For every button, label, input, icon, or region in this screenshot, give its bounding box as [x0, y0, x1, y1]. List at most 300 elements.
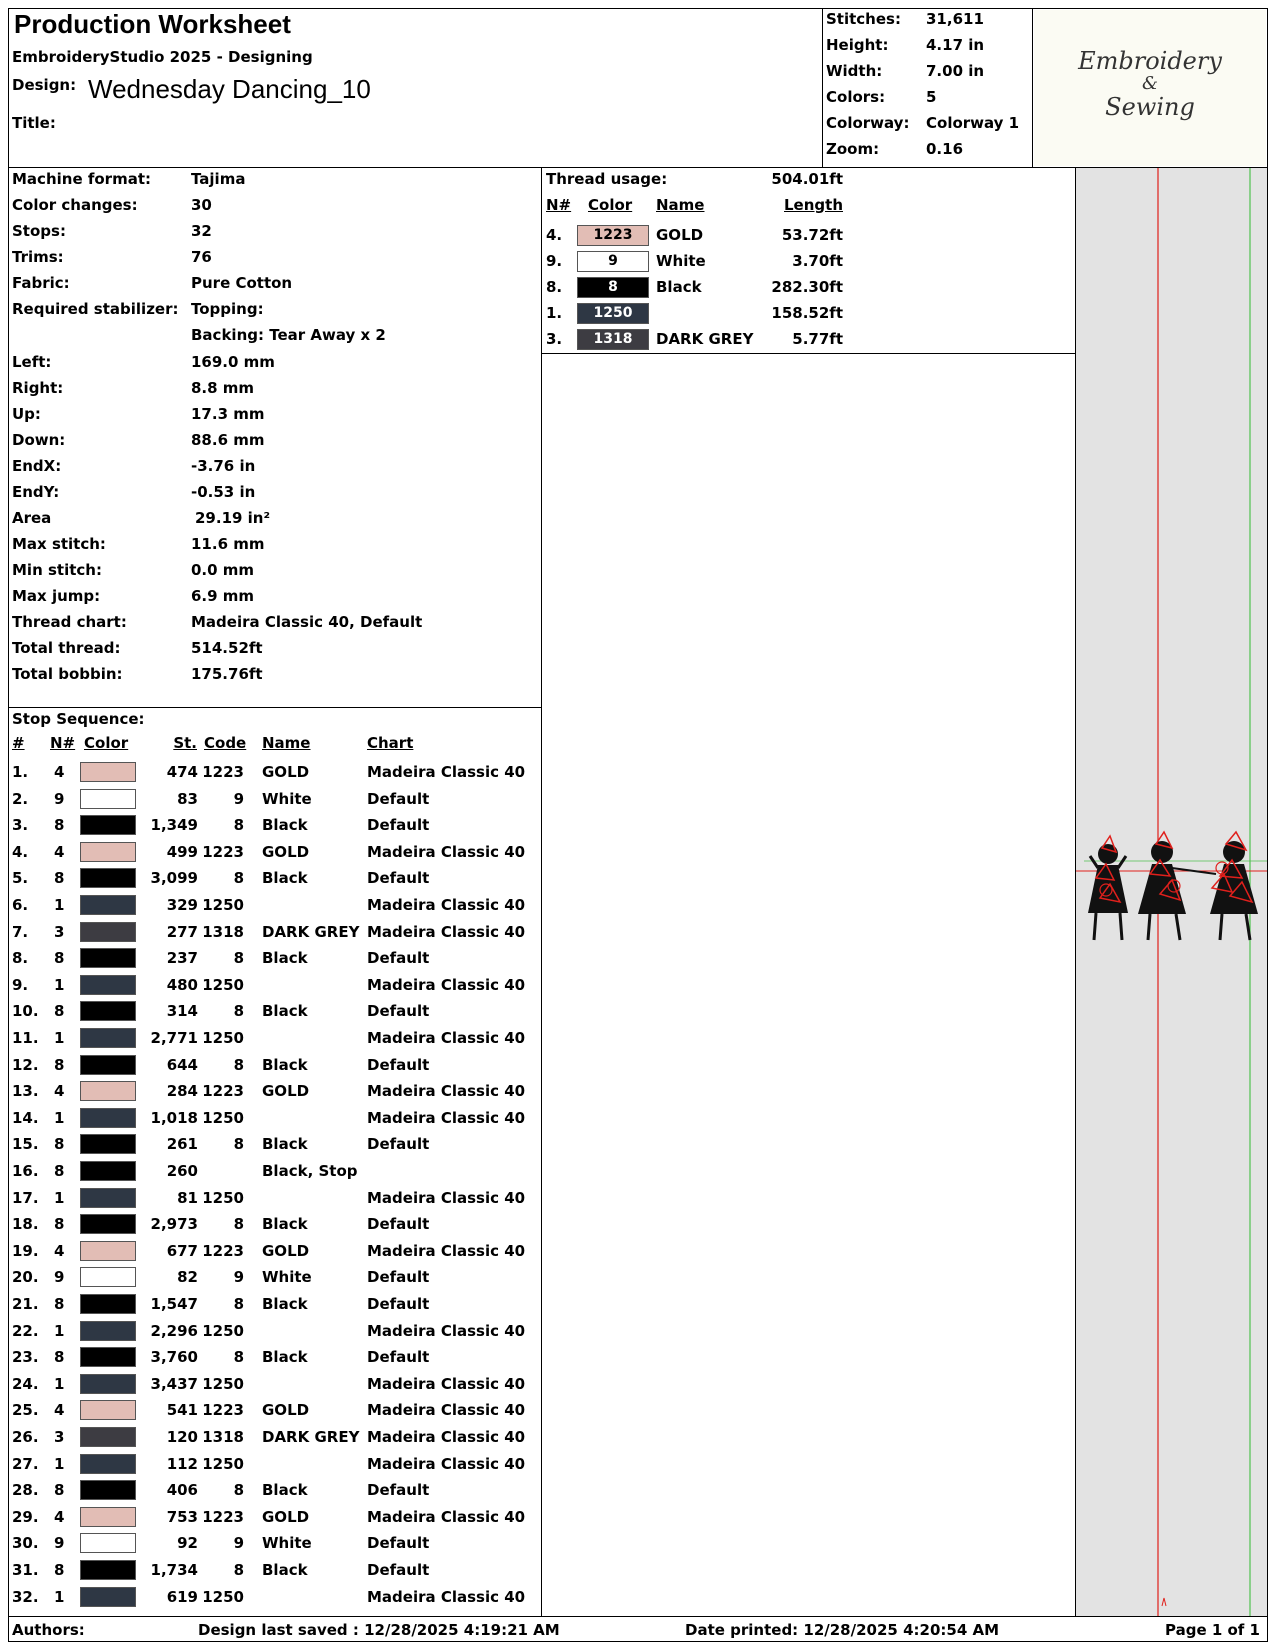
stop-row-name: White — [262, 789, 312, 808]
measure-value: Madeira Classic 40, Default — [191, 613, 423, 631]
measure-label: Min stitch: — [12, 561, 102, 579]
stop-row-chart: Default — [367, 1295, 430, 1313]
stop-color-swatch — [80, 1267, 136, 1287]
stop-row-code: 1223 — [202, 1241, 244, 1260]
stop-row-code: 8 — [233, 1295, 244, 1313]
stop-row-code: 1223 — [202, 1507, 244, 1526]
measure-label: Total thread: — [12, 639, 121, 657]
detail-label: Machine format: — [12, 170, 151, 188]
stop-color-swatch — [80, 922, 136, 942]
stop-row-idx: 23. — [12, 1348, 39, 1367]
stop-row-name: Black — [262, 816, 308, 835]
stop-row-name: Black — [262, 869, 308, 888]
stop-row-code: 8 — [233, 1481, 244, 1500]
stop-color-swatch — [80, 1507, 136, 1527]
stop-row-n: 8 — [54, 949, 65, 968]
stop-row-code: 8 — [233, 816, 244, 835]
stop-row-code: 8 — [233, 1215, 244, 1234]
stop-header-st: St. — [173, 734, 197, 752]
thread-header-n: N# — [546, 196, 572, 214]
stop-row-chart: Default — [367, 1135, 430, 1154]
logo-text: & — [1141, 73, 1159, 94]
stop-row-n: 8 — [54, 1481, 65, 1500]
stop-row-n: 1 — [54, 975, 65, 994]
stop-color-swatch — [80, 1294, 136, 1314]
thread-row-length: 158.52ft — [771, 304, 843, 322]
stop-header-name: Name — [262, 734, 311, 752]
detail-value: 30 — [191, 196, 212, 214]
stop-row-chart: Default — [367, 1055, 430, 1074]
stop-row-code: 1223 — [202, 763, 244, 781]
dancer-figure-1 — [1088, 836, 1128, 940]
stop-row — [12, 1211, 552, 1237]
stop-color-swatch — [80, 789, 136, 809]
stop-row-code: 1250 — [202, 1029, 244, 1047]
stop-row-idx: 20. — [12, 1268, 39, 1287]
stop-row-stitches: 474 — [166, 763, 198, 781]
thread-row — [546, 222, 1086, 248]
stop-row-n: 4 — [54, 1507, 65, 1526]
stop-row — [12, 919, 552, 945]
thread-row — [546, 326, 1086, 352]
summary-value: Colorway 1 — [926, 114, 1020, 132]
stop-row-code: 1318 — [202, 1428, 244, 1446]
stop-color-swatch — [80, 1214, 136, 1234]
stop-row-n: 8 — [54, 1295, 65, 1313]
detail-label: Stops: — [12, 222, 66, 240]
stop-color-swatch — [80, 1560, 136, 1580]
stop-row-idx: 1. — [12, 763, 29, 781]
section-rule — [8, 707, 542, 708]
stop-row-stitches: 499 — [166, 842, 198, 861]
stop-color-swatch — [80, 1081, 136, 1101]
measure-label: Right: — [12, 379, 64, 397]
stop-row-idx: 3. — [12, 816, 29, 835]
stop-row-n: 4 — [54, 842, 65, 861]
measure-label: EndY: — [12, 483, 60, 501]
stop-row-idx: 22. — [12, 1321, 39, 1340]
stop-row-stitches: 2,973 — [150, 1215, 198, 1234]
stop-row-stitches: 2,296 — [150, 1321, 198, 1340]
stop-row-name: GOLD — [262, 1082, 310, 1101]
summary-value: 31,611 — [926, 10, 984, 28]
stop-row — [12, 1158, 552, 1184]
measure-value: -0.53 in — [191, 483, 256, 501]
footer-page: Page 1 of 1 — [1165, 1621, 1260, 1639]
stop-row-n: 8 — [54, 1162, 65, 1180]
stop-row-chart: Madeira Classic 40 — [367, 1587, 526, 1606]
thread-usage-label: Thread usage: — [546, 170, 668, 188]
stop-row-chart: Default — [367, 1268, 430, 1287]
measure-value: 169.0 mm — [191, 353, 275, 371]
measure-value: 6.9 mm — [191, 587, 255, 605]
stop-row-idx: 5. — [12, 869, 29, 888]
header-divider — [822, 8, 823, 168]
thread-row-n: 9. — [546, 252, 563, 270]
thread-row — [546, 274, 1086, 300]
stop-row-n: 9 — [54, 789, 65, 808]
stop-row — [12, 839, 552, 865]
stop-row-name: Black — [262, 1002, 308, 1021]
stop-row-stitches: 619 — [166, 1587, 198, 1606]
stop-row-n: 8 — [54, 1348, 65, 1367]
stop-color-swatch — [80, 1374, 136, 1394]
detail-label: Fabric: — [12, 274, 70, 292]
stop-color-swatch — [80, 762, 136, 782]
thread-color-swatch: 1318 — [577, 329, 649, 350]
measure-label: EndX: — [12, 457, 62, 475]
stop-row-stitches: 237 — [166, 949, 198, 968]
summary-label: Colors: — [826, 88, 886, 106]
stop-row-n: 4 — [54, 1082, 65, 1101]
stop-row-idx: 8. — [12, 949, 29, 968]
stop-row-code: 1223 — [202, 842, 244, 861]
stop-row-stitches: 753 — [166, 1507, 198, 1526]
stop-row-code: 1250 — [202, 1321, 244, 1340]
stop-row-n: 8 — [54, 816, 65, 835]
stop-row — [12, 1185, 552, 1211]
design-label: Design: — [12, 76, 77, 94]
thread-color-swatch: 1223 — [577, 225, 649, 246]
stop-row — [12, 1318, 552, 1344]
stop-row — [12, 1371, 552, 1397]
stop-row-name: GOLD — [262, 1507, 310, 1526]
stop-row-chart: Madeira Classic 40 — [367, 1401, 526, 1420]
stop-row — [12, 1397, 552, 1423]
stop-row-stitches: 480 — [166, 975, 198, 994]
stop-row-chart: Madeira Classic 40 — [367, 1241, 526, 1260]
stop-row-stitches: 314 — [166, 1002, 198, 1021]
thread-row-name: White — [656, 252, 706, 270]
stop-row-chart: Madeira Classic 40 — [367, 763, 526, 781]
measure-value: 88.6 mm — [191, 431, 265, 449]
stop-row-code: 1250 — [202, 896, 244, 914]
stop-row-idx: 19. — [12, 1241, 39, 1260]
stop-row-code: 9 — [233, 789, 244, 808]
measure-label: Thread chart: — [12, 613, 127, 631]
stop-row-name: Black — [262, 1561, 308, 1579]
summary-value: 7.00 in — [926, 62, 985, 80]
stop-row-code: 8 — [233, 949, 244, 968]
stop-row-stitches: 2,771 — [150, 1029, 198, 1047]
stop-row-n: 1 — [54, 1374, 65, 1393]
summary-label: Width: — [826, 62, 883, 80]
detail-value: 32 — [191, 222, 212, 240]
footer-date-printed: Date printed: 12/28/2025 4:20:54 AM — [685, 1621, 1000, 1639]
stop-row-idx: 24. — [12, 1374, 39, 1393]
stop-row-n: 1 — [54, 1321, 65, 1340]
stop-color-swatch — [80, 868, 136, 888]
summary-label: Zoom: — [826, 140, 880, 158]
detail-value: 76 — [191, 248, 212, 266]
stop-row-idx: 29. — [12, 1507, 39, 1526]
stop-row-stitches: 82 — [177, 1268, 198, 1287]
stop-row-chart: Madeira Classic 40 — [367, 1321, 526, 1340]
stop-row-chart: Default — [367, 816, 430, 835]
stop-color-swatch — [80, 1533, 136, 1553]
stop-header-idx: # — [12, 734, 25, 752]
detail-value: Pure Cotton — [191, 274, 293, 292]
stop-row-chart: Madeira Classic 40 — [367, 896, 526, 914]
stop-row — [12, 1264, 552, 1290]
stop-row-chart: Default — [367, 1348, 430, 1367]
measure-value: 0.0 mm — [191, 561, 255, 579]
logo-text: Embroidery — [1078, 47, 1222, 75]
thread-row-length: 53.72ft — [781, 226, 843, 244]
stop-row — [12, 1105, 552, 1131]
detail-label: Required stabilizer: — [12, 300, 179, 318]
stop-row-chart: Madeira Classic 40 — [367, 1029, 526, 1047]
stop-row-name: Black — [262, 949, 308, 968]
measure-label: Max jump: — [12, 587, 101, 605]
thread-header-color: Color — [588, 196, 633, 214]
measure-label: Up: — [12, 405, 41, 423]
thread-row-n: 4. — [546, 226, 563, 244]
stop-color-swatch — [80, 895, 136, 915]
stop-row-chart: Madeira Classic 40 — [367, 922, 526, 941]
stop-row-idx: 30. — [12, 1534, 39, 1553]
stop-row — [12, 945, 552, 971]
stop-row — [12, 1530, 552, 1556]
stop-row-code: 1250 — [202, 975, 244, 994]
stop-row-code: 8 — [233, 1002, 244, 1021]
stop-row-idx: 14. — [12, 1108, 39, 1127]
footer-last-saved: Design last saved : 12/28/2025 4:19:21 AM — [198, 1621, 560, 1639]
thread-row-length: 3.70ft — [792, 252, 843, 270]
stop-color-swatch — [80, 948, 136, 968]
stop-row-chart: Madeira Classic 40 — [367, 975, 526, 994]
stop-color-swatch — [80, 842, 136, 862]
stop-row-stitches: 541 — [166, 1401, 198, 1420]
stop-row-stitches: 3,099 — [150, 869, 198, 888]
stop-color-swatch — [80, 1161, 136, 1181]
stop-row-idx: 4. — [12, 842, 29, 861]
stop-row — [12, 1052, 552, 1078]
footer-rule — [8, 1616, 1268, 1617]
stop-row — [12, 998, 552, 1024]
stop-row-idx: 17. — [12, 1188, 39, 1207]
stop-color-swatch — [80, 975, 136, 995]
summary-label: Stitches: — [826, 10, 901, 28]
measure-value: 8.8 mm — [191, 379, 255, 397]
stop-row-chart: Madeira Classic 40 — [367, 1188, 526, 1207]
stop-sequence-panel — [12, 710, 540, 1615]
stop-row-chart: Madeira Classic 40 — [367, 1108, 526, 1127]
detail-value: Backing: Tear Away x 2 — [191, 326, 386, 344]
summary-value: 4.17 in — [926, 36, 985, 54]
stop-row-idx: 32. — [12, 1587, 39, 1606]
stop-row-idx: 16. — [12, 1162, 39, 1180]
stop-row-chart: Madeira Classic 40 — [367, 1428, 526, 1446]
stop-row-code: 1318 — [202, 922, 244, 941]
stop-row-name: GOLD — [262, 1241, 310, 1260]
thread-usage-panel — [546, 170, 1071, 350]
software-name: EmbroideryStudio 2025 - Designing — [12, 48, 313, 66]
stop-row — [12, 1504, 552, 1530]
thread-header-length: Length — [784, 196, 843, 214]
stop-row-n: 9 — [54, 1268, 65, 1287]
detail-label: Trims: — [12, 248, 64, 266]
stop-row-idx: 15. — [12, 1135, 39, 1154]
thread-row-length: 5.77ft — [792, 330, 843, 348]
stop-row-code: 1250 — [202, 1374, 244, 1393]
stop-row-code: 8 — [233, 1348, 244, 1367]
logo-text: Sewing — [1105, 93, 1195, 121]
stop-row-chart: Default — [367, 949, 430, 968]
stop-row — [12, 1131, 552, 1157]
stop-row-name: DARK GREY — [262, 922, 360, 941]
stop-row-idx: 13. — [12, 1082, 39, 1101]
stop-color-swatch — [80, 1241, 136, 1261]
measure-value: -3.76 in — [191, 457, 256, 475]
thread-row-n: 3. — [546, 330, 563, 348]
thread-color-swatch: 8 — [577, 277, 649, 298]
stop-row — [12, 1584, 552, 1610]
stop-row-name: Black, Stop — [262, 1162, 358, 1180]
stop-row-n: 4 — [54, 763, 65, 781]
stop-row-n: 8 — [54, 1215, 65, 1234]
stop-row-idx: 7. — [12, 922, 29, 941]
stop-color-swatch — [80, 1134, 136, 1154]
thread-usage-total: 504.01ft — [771, 170, 843, 188]
stop-row-stitches: 406 — [166, 1481, 198, 1500]
stop-row-n: 1 — [54, 1029, 65, 1047]
thread-row — [546, 300, 1086, 326]
logo — [1034, 10, 1266, 166]
stop-row — [12, 759, 552, 785]
detail-value: Tajima — [191, 170, 246, 188]
stop-row-chart: Default — [367, 789, 430, 808]
footer-authors: Authors: — [12, 1621, 85, 1639]
thread-row-name: Black — [656, 278, 702, 296]
stop-row-idx: 25. — [12, 1401, 39, 1420]
header-divider — [1032, 8, 1033, 168]
stop-row-n: 1 — [54, 1587, 65, 1606]
stop-row-idx: 10. — [12, 1002, 39, 1021]
stop-row-n: 8 — [54, 1561, 65, 1579]
title-label: Title: — [12, 114, 56, 132]
stop-row-chart: Madeira Classic 40 — [367, 1082, 526, 1101]
stop-header-chart: Chart — [367, 734, 414, 752]
stop-row-chart: Madeira Classic 40 — [367, 1374, 526, 1393]
stop-row-code: 9 — [233, 1534, 244, 1553]
stop-color-swatch — [80, 1427, 136, 1447]
stop-color-swatch — [80, 1400, 136, 1420]
stop-color-swatch — [80, 1028, 136, 1048]
stop-row-name: DARK GREY — [262, 1428, 360, 1446]
stop-row-stitches: 644 — [166, 1055, 198, 1074]
stop-row-stitches: 1,349 — [150, 816, 198, 835]
measure-value: 29.19 in² — [195, 509, 271, 527]
stop-row-idx: 2. — [12, 789, 29, 808]
stop-row-name: Black — [262, 1295, 308, 1313]
stop-row-idx: 28. — [12, 1481, 39, 1500]
stop-row-n: 1 — [54, 1454, 65, 1473]
stop-header-color: Color — [84, 734, 129, 752]
stop-row — [12, 1477, 552, 1503]
stop-row-idx: 31. — [12, 1561, 39, 1579]
stop-row-stitches: 677 — [166, 1241, 198, 1260]
stop-row-stitches: 112 — [166, 1454, 198, 1473]
stop-row-name: GOLD — [262, 1401, 310, 1420]
summary-value: 0.16 — [926, 140, 964, 158]
stop-row-chart: Default — [367, 1215, 430, 1234]
stop-row-code: 8 — [233, 1561, 244, 1579]
stop-row-stitches: 260 — [166, 1162, 198, 1180]
stop-row — [12, 1291, 552, 1317]
stop-row-stitches: 1,734 — [150, 1561, 198, 1579]
thread-row — [546, 248, 1086, 274]
stop-row-chart: Default — [367, 1534, 430, 1553]
worksheet-title: Production Worksheet — [14, 9, 291, 39]
stop-row-code: 9 — [233, 1268, 244, 1287]
stop-row-n: 9 — [54, 1534, 65, 1553]
stop-row-n: 4 — [54, 1401, 65, 1420]
measure-value: 11.6 mm — [191, 535, 265, 553]
stop-row-stitches: 284 — [166, 1082, 198, 1101]
measure-value: 17.3 mm — [191, 405, 265, 423]
stop-row-stitches: 3,437 — [150, 1374, 198, 1393]
thread-row-n: 8. — [546, 278, 563, 296]
design-preview-svg — [1076, 168, 1267, 1616]
stop-row-name: GOLD — [262, 763, 310, 781]
stop-row-idx: 12. — [12, 1055, 39, 1074]
stop-color-swatch — [80, 815, 136, 835]
stop-row — [12, 786, 552, 812]
measure-label: Total bobbin: — [12, 665, 123, 683]
stop-row-n: 8 — [54, 1055, 65, 1074]
thread-color-swatch: 1250 — [577, 303, 649, 324]
stop-row-code: 1250 — [202, 1188, 244, 1207]
stop-row — [12, 1344, 552, 1370]
stop-color-swatch — [80, 1321, 136, 1341]
stop-row-idx: 6. — [12, 896, 29, 914]
stop-row — [12, 1078, 552, 1104]
stop-row-stitches: 1,018 — [150, 1108, 198, 1127]
stop-row-chart: Madeira Classic 40 — [367, 842, 526, 861]
stop-row-name: Black — [262, 1481, 308, 1500]
design-preview — [1076, 168, 1267, 1616]
stop-row — [12, 865, 552, 891]
thread-header-name: Name — [656, 196, 705, 214]
stop-row-n: 1 — [54, 1188, 65, 1207]
stop-row-n: 3 — [54, 1428, 65, 1446]
stop-color-swatch — [80, 1001, 136, 1021]
thread-color-swatch: 9 — [577, 251, 649, 272]
stop-row — [12, 812, 552, 838]
stop-row-code: 8 — [233, 1055, 244, 1074]
stop-sequence-label: Stop Sequence: — [12, 710, 145, 728]
stop-row — [12, 1025, 552, 1051]
stop-color-swatch — [80, 1480, 136, 1500]
stop-row-stitches: 329 — [166, 896, 198, 914]
stop-row-name: Black — [262, 1348, 308, 1367]
stop-row-stitches: 120 — [166, 1428, 198, 1446]
stop-row-stitches: 1,547 — [150, 1295, 198, 1313]
stop-header-n: N# — [50, 734, 76, 752]
stop-row-idx: 18. — [12, 1215, 39, 1234]
measure-label: Left: — [12, 353, 52, 371]
stop-color-swatch — [80, 1347, 136, 1367]
stop-row — [12, 1424, 552, 1450]
stop-row-idx: 11. — [12, 1029, 39, 1047]
stop-row-code: 1250 — [202, 1587, 244, 1606]
stop-row-chart: Default — [367, 1002, 430, 1021]
dancer-figure-2 — [1138, 832, 1216, 940]
stop-row-code: 1223 — [202, 1082, 244, 1101]
summary-label: Height: — [826, 36, 889, 54]
stop-color-swatch — [80, 1188, 136, 1208]
